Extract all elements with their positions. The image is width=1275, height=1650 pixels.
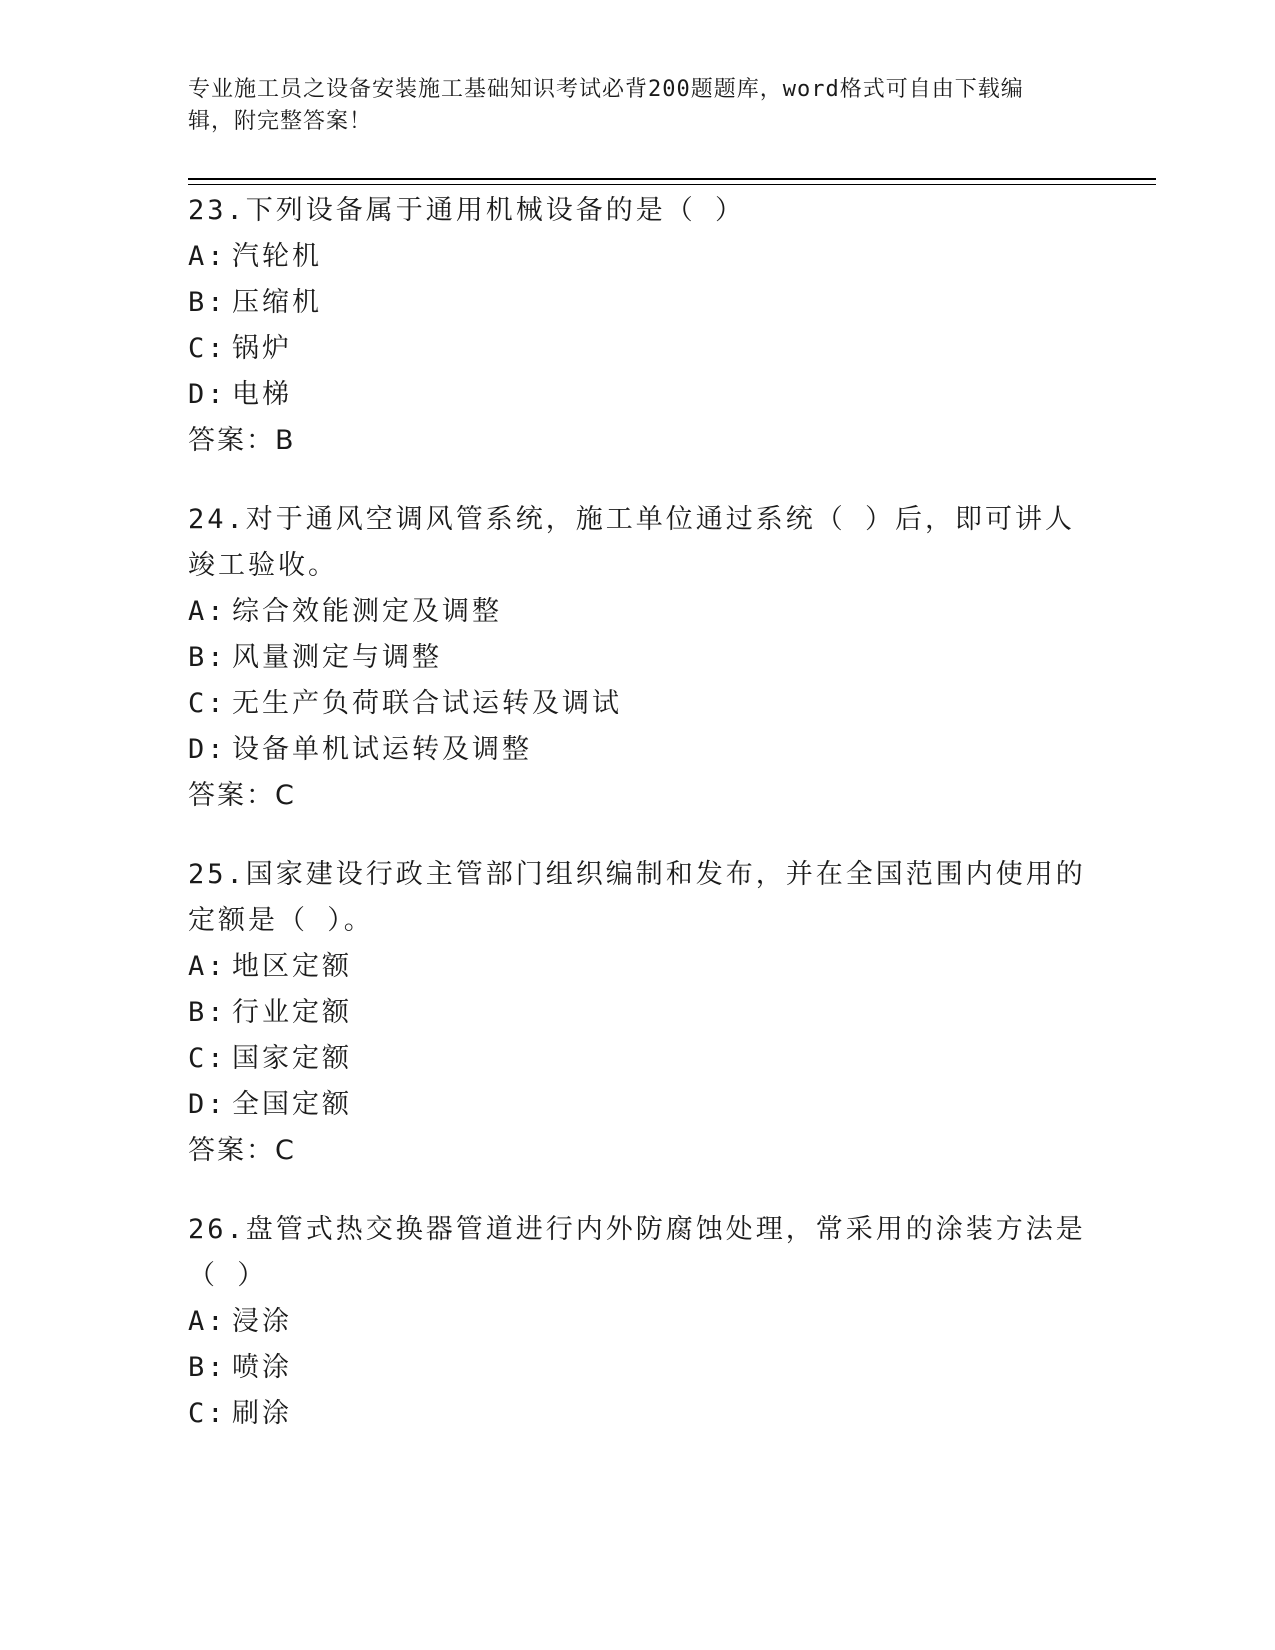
option-letter: C: [188, 1043, 227, 1074]
option-text: 无生产负荷联合试运转及调试 [232, 688, 622, 719]
option-text: 喷涂 [232, 1352, 292, 1383]
option-text: 行业定额 [232, 997, 352, 1028]
question-text: 26.盘管式热交换器管道进行内外防腐蚀处理，常采用的涂装方法是（ ） [188, 1214, 1086, 1291]
option-d [188, 727, 1088, 773]
option-letter: C: [188, 688, 227, 719]
option-text: 电梯 [232, 379, 292, 410]
option-text: 压缩机 [232, 287, 322, 318]
option-c [188, 681, 1088, 727]
option-text: 锅炉 [232, 333, 292, 364]
option-b [188, 635, 1088, 681]
option-a [188, 944, 1088, 990]
option-letter: B: [188, 1352, 227, 1383]
option-letter: A: [188, 1306, 227, 1337]
option-c [188, 1036, 1088, 1082]
question-text: 24.对于通风空调风管系统，施工单位通过系统（ ）后，即可讲人竣工验收。 [188, 504, 1076, 581]
option-b [188, 1345, 1088, 1391]
option-letter: C: [188, 333, 227, 364]
option-a [188, 234, 1088, 280]
header-rule-thick [188, 178, 1156, 180]
answer-line: 答案：B [188, 425, 296, 456]
answer-line: 答案：C [188, 780, 296, 811]
option-a [188, 1299, 1088, 1345]
question-23 [188, 188, 1088, 464]
option-text: 汽轮机 [232, 241, 322, 272]
option-letter: A: [188, 241, 227, 272]
option-c [188, 326, 1088, 372]
option-text: 设备单机试运转及调整 [232, 734, 532, 765]
option-d [188, 1082, 1088, 1128]
option-letter: A: [188, 596, 227, 627]
option-text: 综合效能测定及调整 [232, 596, 502, 627]
question-24 [188, 497, 1088, 819]
question-text: 23.下列设备属于通用机械设备的是（ ） [188, 195, 746, 226]
question-text: 25.国家建设行政主管部门组织编制和发布，并在全国范围内使用的定额是（ ）。 [188, 859, 1086, 936]
option-c [188, 1391, 1088, 1437]
option-b [188, 990, 1088, 1036]
option-letter: A: [188, 951, 227, 982]
answer-line: 答案：C [188, 1135, 296, 1166]
document-header: 专业施工员之设备安装施工基础知识考试必背200题题库，word格式可自由下载编辑，附完整答案！ [188, 77, 1024, 134]
question-list [188, 188, 1088, 1470]
option-text: 地区定额 [232, 951, 352, 982]
option-letter: D: [188, 734, 227, 765]
option-b [188, 280, 1088, 326]
option-text: 浸涂 [232, 1306, 292, 1337]
question-26 [188, 1207, 1088, 1437]
option-letter: B: [188, 997, 227, 1028]
option-letter: C: [188, 1398, 227, 1429]
option-text: 风量测定与调整 [232, 642, 442, 673]
option-letter: B: [188, 642, 227, 673]
option-letter: D: [188, 379, 227, 410]
header-rule-thin [188, 184, 1156, 185]
option-a [188, 589, 1088, 635]
question-25 [188, 852, 1088, 1174]
option-text: 国家定额 [232, 1043, 352, 1074]
option-text: 全国定额 [232, 1089, 352, 1120]
option-letter: D: [188, 1089, 227, 1120]
option-text: 刷涂 [232, 1398, 292, 1429]
option-letter: B: [188, 287, 227, 318]
option-d [188, 372, 1088, 418]
